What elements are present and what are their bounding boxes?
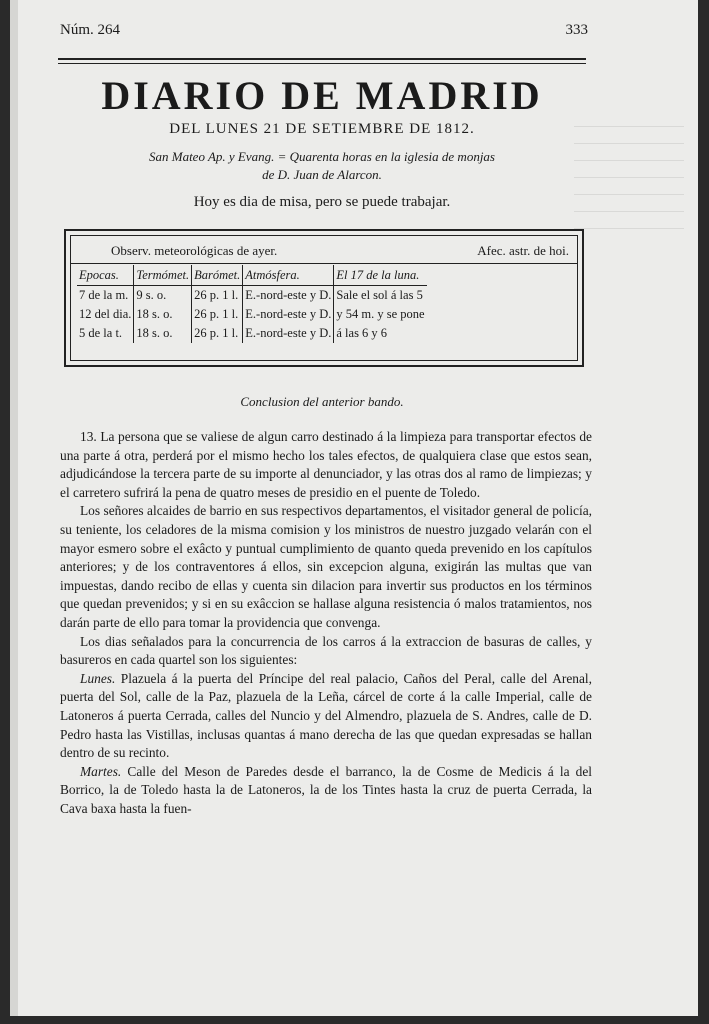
paragraph-martes — [60, 763, 592, 819]
col-luna: El 17 de la luna. — [334, 265, 427, 286]
weather-box — [64, 229, 584, 367]
header-rule-top — [58, 58, 586, 60]
cell-luna: á las 6 y 6 — [334, 324, 427, 343]
page-spine — [10, 0, 18, 1016]
saints-of-day — [58, 148, 586, 184]
col-epocas: Epocas. — [77, 265, 134, 286]
weather-box-inner — [70, 235, 578, 361]
cell-atm: E.-nord-este y D. — [243, 324, 334, 343]
cell-barom: 26 p. 1 l. — [192, 286, 243, 306]
paragraph-lunes — [60, 670, 592, 763]
saints-line-1: San Mateo Ap. y Evang. = Quarenta horas en la iglesia de monjas — [148, 149, 495, 164]
page-header — [60, 22, 588, 39]
paragraph-13: 13. La persona que se valiese de algun carro destinado á la limpieza para transportar efectos de una parte á otra, perderá por el mismo hecho los tales efectos, de qualquiera clase que estos sean, adjudicándose la tercera parte de su importe al denunciador, y las otras dos al ramo de limpiezas; y el carretero sufrirá la pena de quatro meses de presidio en el puente de Toledo. — [60, 429, 592, 500]
weather-table — [77, 265, 427, 343]
weather-row — [77, 324, 427, 343]
weather-row — [77, 305, 427, 324]
cell-term: 18 s. o. — [134, 324, 192, 343]
day-label-martes: Martes. — [80, 763, 122, 779]
cell-epoca: 5 de la t. — [79, 326, 123, 340]
section-title: Conclusion del anterior bando. — [240, 394, 404, 409]
article-body — [60, 428, 592, 818]
issue-number: Núm. 264 — [60, 22, 120, 38]
lunes-text: Plazuela á la puerta del Príncipe del real palacio, Caños del Peral, calle del Arenal, puerta del Sol, calle de la Paz, plazuela de la Leña, cárcel de corte á la calle Imperial, calle de Latoneros á puerta Cerrada, calles del Nuncio y del Almendro, plazuela de S. Andres, calle de D. Pedro hasta las Vistillas, inclusas quantas á mano derecha de las que quedan expresadas se hallan dentro de su recinto. — [60, 670, 592, 761]
paragraph-dias: Los dias señalados para la concurrencia de los carros á la extraccion de basuras de calles, y basureros en cada quartel son los siguientes: — [60, 633, 592, 668]
page-number: 333 — [565, 22, 588, 38]
paragraph-alcaides: Los señores alcaides de barrio en sus respectivos departamentos, el visitador general de policía, su teniente, los celadores de la misma comision y los ministros de nuestro juzgado velarán con el mayor esmero sobre el exâcto y puntual cumplimiento de quanto queda prevenido en los capítulos anteriores; y de los contraventores á ellos, sin excepcion alguna, exigirán las multas que van impuestas, dando recibo de ellas y cuenta sin dilacion para invertir sus productos en los términos que quedan prevenidos; y si en su exâccion se hallase alguna resistencia ó malos tratamientos, nos darán parte de ello para tomar la providencia que convenga. — [60, 503, 592, 630]
day-label-lunes: Lunes. — [80, 670, 116, 686]
weather-row — [77, 286, 427, 306]
col-barometro: Barómet. — [192, 265, 243, 286]
cell-atm: E.-nord-este y D. — [243, 286, 334, 306]
cell-term: 18 s. o. — [134, 305, 192, 324]
masthead-title: DIARIO DE MADRID — [101, 73, 543, 118]
bleed-through-text — [574, 110, 684, 250]
weather-title-bar — [71, 241, 577, 264]
saints-line-2: de D. Juan de Alarcon. — [262, 167, 382, 182]
newspaper-page — [10, 0, 698, 1016]
cell-term: 9 s. o. — [134, 286, 192, 306]
cell-barom: 26 p. 1 l. — [192, 324, 243, 343]
weather-title: Observ. meteorológicas de ayer. — [111, 243, 278, 258]
cell-luna: y 54 m. y se pone — [334, 305, 427, 324]
col-termometro: Termómet. — [134, 265, 192, 286]
header-rule-bottom — [58, 63, 586, 64]
astro-title: Afec. astr. de hoi. — [477, 243, 569, 258]
cell-epoca: 12 del dia. — [79, 307, 132, 321]
martes-text: Calle del Meson de Paredes desde el barranco, la de Cosme de Medicis á la del Borrico, la de Toledo hasta la de Latoneros, la de los Tintes hasta la cruz de puerta Cerrada, la Cava baxa hasta la fuen- — [60, 763, 592, 816]
mass-notice: Hoy es dia de misa, pero se puede trabajar. — [193, 194, 451, 210]
cell-luna: Sale el sol á las 5 — [334, 286, 427, 306]
cell-epoca: 7 de la m. — [79, 288, 129, 302]
cell-barom: 26 p. 1 l. — [192, 305, 243, 324]
col-atmosfera: Atmósfera. — [243, 265, 334, 286]
dateline: DEL LUNES 21 DE SETIEMBRE DE 1812. — [169, 121, 475, 137]
cell-atm: E.-nord-este y D. — [243, 305, 334, 324]
weather-header-row — [77, 265, 427, 286]
